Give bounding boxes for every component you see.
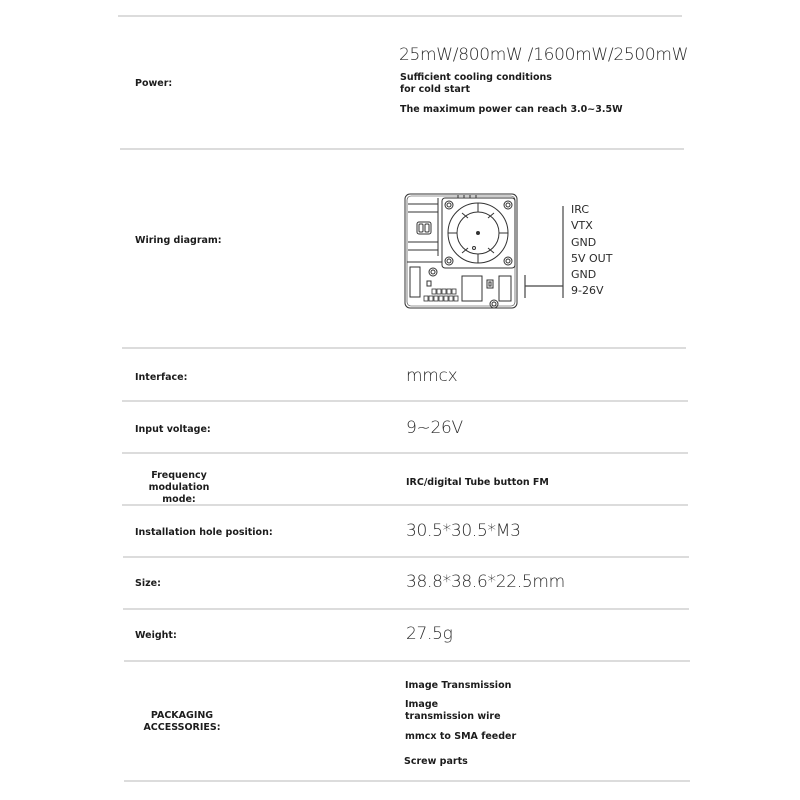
divider-interface — [122, 400, 688, 402]
divider-power — [120, 148, 684, 150]
size-value: 38.8*38.6*22.5mm — [406, 572, 565, 592]
fm-mode-value: IRC/digital Tube button FM — [406, 477, 549, 488]
size-label: Size: — [135, 578, 161, 589]
packaging-label-line1: PACKAGING — [150, 710, 214, 721]
pin-label: IRC — [571, 203, 590, 216]
divider-size — [123, 608, 689, 610]
pinout-list — [571, 202, 612, 300]
install-hole-value: 30.5*30.5*M3 — [406, 521, 521, 541]
wiring-label: Wiring diagram: — [135, 235, 222, 246]
divider-weight — [124, 660, 690, 662]
fm-mode-label-line2: modulation mode: — [148, 482, 210, 505]
input-voltage-label: Input voltage: — [135, 424, 211, 435]
divider-top — [118, 15, 682, 17]
power-max-note: The maximum power can reach 3.0~3.5W — [400, 104, 623, 115]
pin-label: VTX — [571, 219, 593, 233]
packaging-item: Screw parts — [404, 756, 468, 767]
power-value: 25mW/800mW /1600mW/2500mW — [399, 45, 689, 65]
divider-bottom — [124, 780, 690, 782]
interface-value: mmcx — [406, 366, 458, 386]
weight-label: Weight: — [135, 630, 177, 641]
pin-label: GND — [571, 268, 597, 282]
power-note-line1: Sufficient cooling conditions — [400, 72, 552, 83]
packaging-item: mmcx to SMA feeder — [405, 731, 517, 742]
divider-wiring — [122, 347, 686, 349]
input-voltage-value: 9~26V — [406, 418, 463, 438]
packaging-item — [405, 699, 501, 723]
power-label: Power: — [135, 78, 173, 89]
vtx-device-diagram — [402, 190, 522, 314]
divider-voltage — [122, 452, 688, 454]
packaging-item-line2: transmission wire — [405, 711, 501, 722]
install-hole-label: Installation hole position: — [135, 527, 273, 538]
interface-label: Interface: — [135, 372, 188, 383]
pin-label: 9-26V — [571, 284, 604, 298]
divider-install — [123, 556, 689, 558]
fm-mode-label-line1: Frequency — [151, 470, 207, 481]
pin-label: GND — [571, 235, 597, 249]
pinout-bracket — [520, 200, 570, 304]
packaging-label-line2: ACCESSORIES: — [143, 722, 221, 733]
weight-value: 27.5g — [406, 624, 453, 644]
packaging-item: Image Transmission — [405, 680, 512, 691]
packaging-item-line1: Image — [405, 699, 439, 710]
pin-label: 5V OUT — [571, 251, 613, 265]
fm-mode-label — [133, 470, 225, 506]
packaging-label — [136, 710, 228, 734]
power-note-line2: for cold start — [400, 84, 471, 95]
